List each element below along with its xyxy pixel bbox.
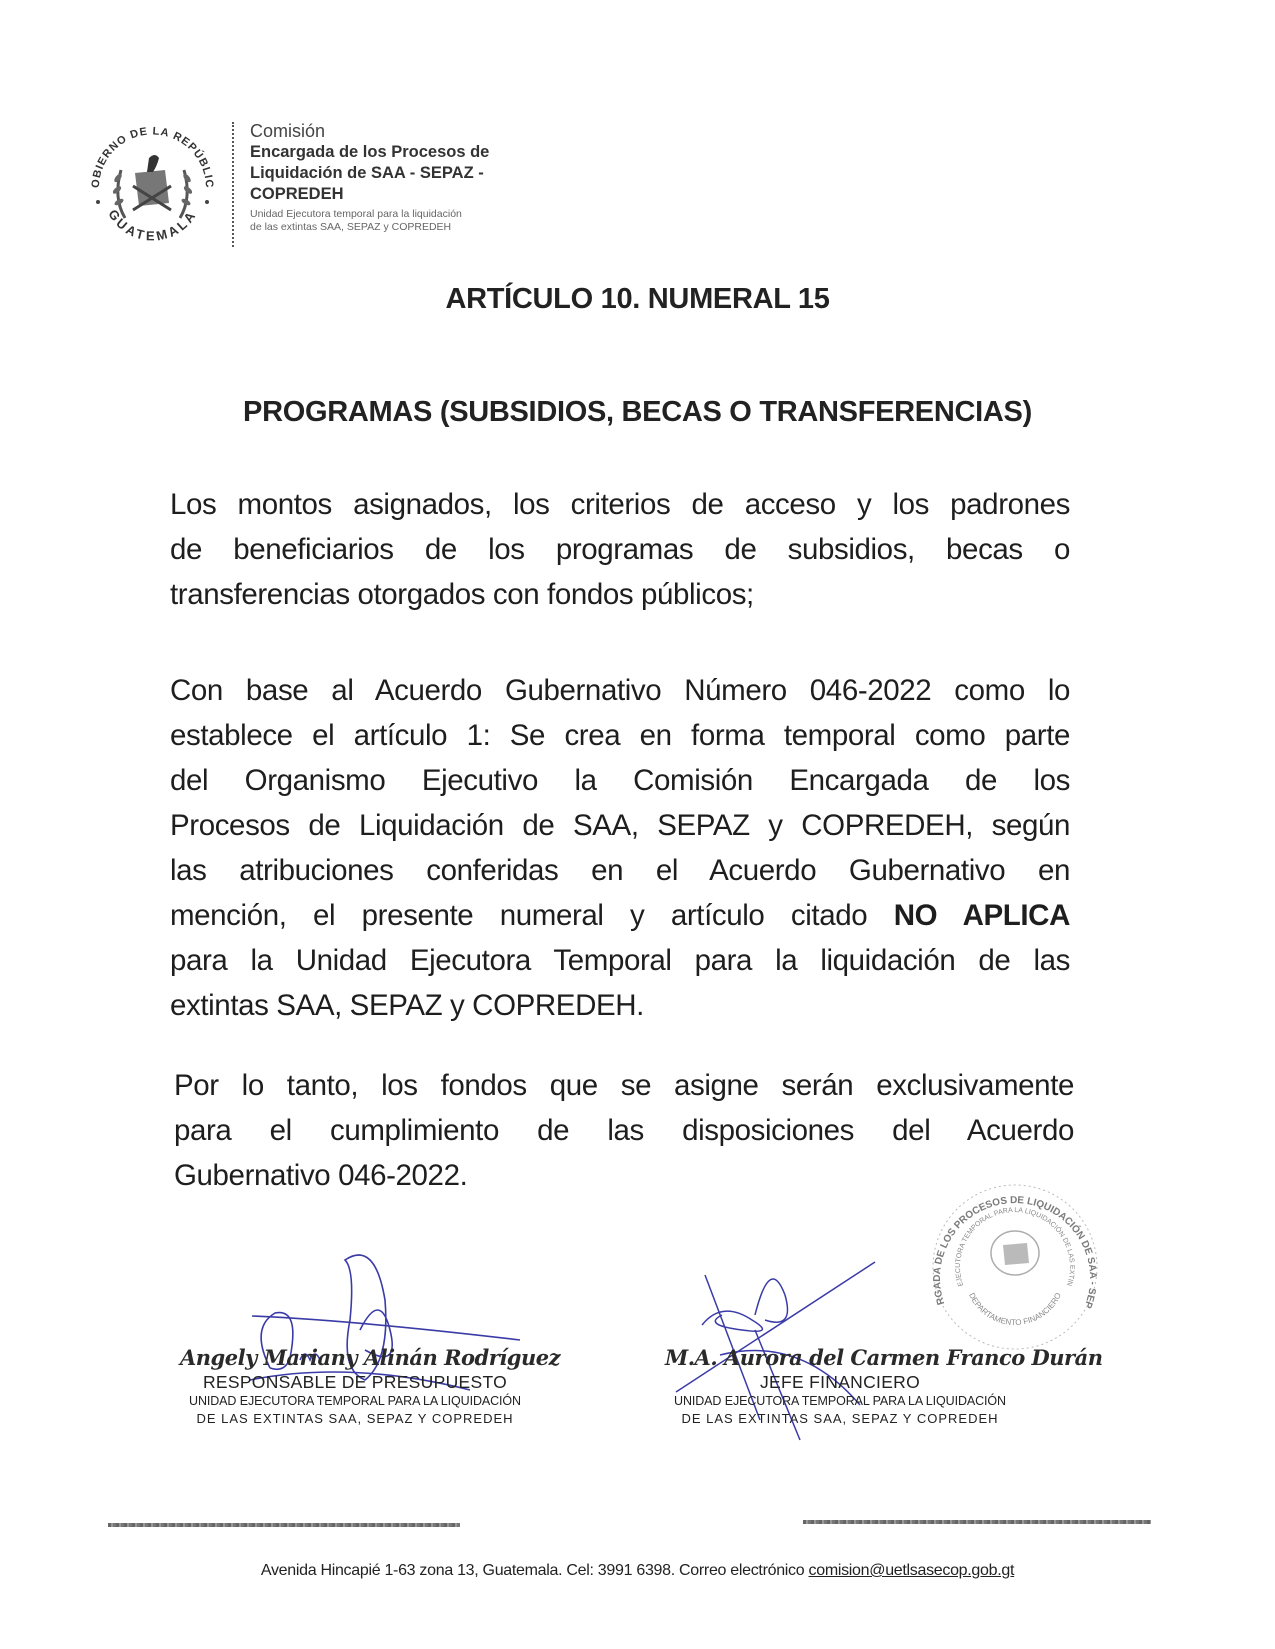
no-aplica-emphasis: NO APLICA xyxy=(893,899,1070,932)
paragraph-line: establece el artículo 1: Se crea en forma temporal como parte xyxy=(170,719,1070,752)
paragraph-line: para el cumplimiento de las disposiciones del Acuerdo xyxy=(174,1114,1074,1147)
paragraph-line: de beneficiarios de los programas de subsidios, becas o xyxy=(170,533,1070,566)
paragraph-legal-basis xyxy=(170,668,1070,1028)
stamp-seal-icon xyxy=(915,1175,1115,1350)
svg-text:GUATEMALA xyxy=(105,207,199,244)
seal-bottom-text: GUATEMALA xyxy=(105,206,200,244)
signer-unit-line: UNIDAD EJECUTORA TEMPORAL PARA LA LIQUIDACIÓN xyxy=(674,1394,1006,1408)
signature-block-budget-officer xyxy=(180,1345,561,1427)
seal-top-text: OBIERNO DE LA REPÚBLIC xyxy=(89,125,216,189)
paragraph-line: Los montos asignados, los criterios de acceso y los padrones xyxy=(170,488,1070,521)
stamp-outer-text: RGADA DE LOS PROCESOS DE LIQUIDACIÓN DE SAA - SEP xyxy=(931,1195,1099,1309)
paragraph-line: para la Unidad Ejecutora Temporal para la liquidación de las xyxy=(170,944,1070,977)
signer-unit-line: DE LAS EXTINTAS SAA, SEPAZ Y COPREDEH xyxy=(681,1411,999,1426)
stamp-inner-text: EJECUTORA TEMPORAL PARA LA LIQUIDACIÓN DE LAS EXTIN xyxy=(954,1207,1076,1287)
document-subtitle: PROGRAMAS (SUBSIDIOS, BECAS O TRANSFERENCIAS) xyxy=(243,396,1032,428)
footer-email-link[interactable]: comision@uetlsasecop.gob.gt xyxy=(808,1562,1015,1579)
paragraph-scope xyxy=(170,482,1070,617)
paragraph-line: Por lo tanto, los fondos que se asigne serán exclusivamente xyxy=(174,1069,1074,1102)
paragraph-line: Con base al Acuerdo Gubernativo Número 046-2022 como lo xyxy=(170,674,1070,707)
header-commission-block xyxy=(250,120,550,234)
paragraph-line: las atribuciones conferidas en el Acuerdo Gubernativo en xyxy=(170,854,1070,887)
signer-role: RESPONSABLE DE PRESUPUESTO xyxy=(202,1372,508,1392)
paragraph-line: Gubernativo 046-2022. xyxy=(174,1159,468,1192)
footer-rule-right xyxy=(803,1520,1151,1524)
footer-contact xyxy=(0,1562,1275,1580)
document-title: ARTÍCULO 10. NUMERAL 15 xyxy=(445,283,830,315)
svg-text:DEPARTAMENTO FINANCIERO xyxy=(967,1291,1063,1327)
unit-line: de las extintas SAA, SEPAZ y COPREDEH xyxy=(250,221,452,233)
signer-unit-line: DE LAS EXTINTAS SAA, SEPAZ Y COPREDEH xyxy=(196,1411,514,1426)
official-stamp xyxy=(915,1175,1115,1350)
unit-line: Unidad Ejecutora temporal para la liquidación xyxy=(250,208,462,220)
signer-name: M.A. Aurora del Carmen Franco Durán xyxy=(665,1345,1103,1370)
guatemala-coat-of-arms-seal xyxy=(85,118,220,253)
footer-address: Avenida Hincapié 1-63 zona 13, Guatemala. Cel: 3991 6398. Correo electrónico xyxy=(260,1562,809,1579)
paragraph-line: del Organismo Ejecutivo la Comisión Encargada de los xyxy=(170,764,1070,797)
signer-unit-line: UNIDAD EJECUTORA TEMPORAL PARA LA LIQUIDACIÓN xyxy=(189,1394,521,1408)
header-divider xyxy=(232,122,234,247)
stamp-center-text: DEPARTAMENTO FINANCIERO xyxy=(967,1291,1063,1328)
paragraph-line: Procesos de Liquidación de SAA, SEPAZ y COPREDEH, según xyxy=(170,809,1070,842)
signer-name: Angely Mariany Alinán Rodríguez xyxy=(180,1345,561,1370)
coat-of-arms-icon xyxy=(85,118,220,253)
svg-text:COMISIÓN ENCARGADA DE LOS PROC xyxy=(915,1175,1098,1310)
paragraph-line: transferencias otorgados con fondos públicos; xyxy=(170,578,754,611)
commission-label: Comisión xyxy=(250,121,326,141)
paragraph-line-with-emphasis xyxy=(170,893,1070,938)
commission-name-line: Encargada de los Procesos de xyxy=(250,143,490,161)
footer-rule-left xyxy=(108,1523,460,1527)
commission-name-line: Liquidación de SAA - SEPAZ - xyxy=(250,164,484,182)
signature-block-finance-chief xyxy=(665,1345,1103,1427)
commission-name-line: COPREDEH xyxy=(250,185,344,203)
signer-role: JEFE FINANCIERO xyxy=(759,1372,921,1392)
paragraph-line: extintas SAA, SEPAZ y COPREDEH. xyxy=(170,989,644,1022)
paragraph-text: mención, el presente numeral y artículo citado xyxy=(170,899,894,932)
